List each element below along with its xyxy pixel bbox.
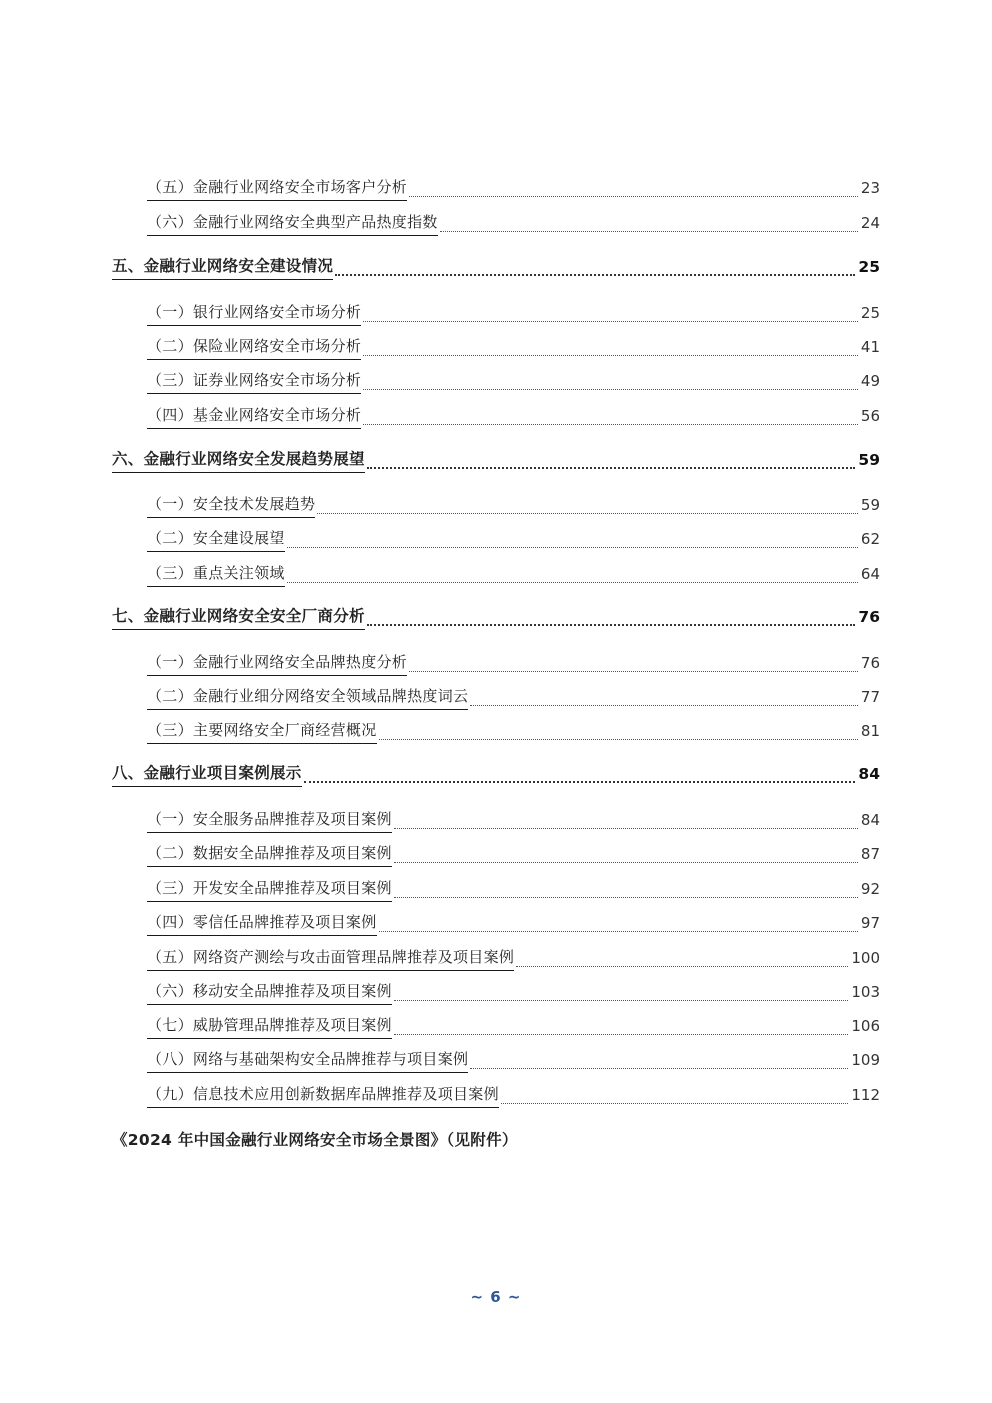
toc-entry-title: （一）安全技术发展趋势 — [147, 494, 315, 518]
toc-entry-title: （二）安全建设展望 — [147, 528, 285, 552]
toc-entry-title: （七）威胁管理品牌推荐及项目案例 — [147, 1015, 392, 1039]
toc-leader — [367, 466, 856, 469]
toc-entry[interactable] — [147, 718, 880, 744]
toc-entry-page: 49 — [860, 372, 880, 390]
toc-entry-page: 97 — [860, 914, 880, 932]
toc-entry-page: 56 — [860, 407, 880, 425]
toc-leader — [394, 861, 858, 863]
toc-entry-page: 100 — [851, 949, 880, 967]
toc-entry-title: （二）金融行业细分网络安全领域品牌热度词云 — [147, 686, 468, 710]
toc-entry-title: （二）保险业网络安全市场分析 — [147, 336, 361, 360]
toc-entry-page: 76 — [858, 608, 880, 626]
toc-entry[interactable] — [147, 492, 880, 518]
toc-entry-page: 103 — [851, 983, 880, 1001]
toc-entry-page: 76 — [860, 654, 880, 672]
toc-leader — [304, 780, 856, 783]
toc-leader — [287, 546, 858, 548]
page-number: ~ 6 ~ — [470, 1288, 522, 1306]
toc-leader — [335, 273, 855, 276]
toc-entry-title: （五）网络资产测绘与攻击面管理品牌推荐及项目案例 — [147, 947, 514, 971]
toc-entry[interactable] — [147, 841, 880, 867]
toc-entry[interactable] — [147, 807, 880, 833]
toc-entry-title: （九）信息技术应用创新数据库品牌推荐及项目案例 — [147, 1084, 499, 1108]
toc-entry[interactable] — [147, 526, 880, 552]
toc-entry-title: （四）基金业网络安全市场分析 — [147, 405, 361, 429]
toc-leader — [317, 512, 858, 514]
toc-leader — [363, 354, 858, 356]
toc-entry-page: 25 — [860, 304, 880, 322]
toc-entry-title: （一）金融行业网络安全品牌热度分析 — [147, 652, 407, 676]
toc-entry-title: （八）网络与基础架构安全品牌推荐与项目案例 — [147, 1049, 468, 1073]
toc-entry-page: 87 — [860, 845, 880, 863]
toc-entry[interactable] — [147, 561, 880, 587]
toc-leader — [363, 320, 858, 322]
toc-entry[interactable] — [147, 1082, 880, 1108]
attachment-note: 《2024 年中国金融行业网络安全市场全景图》（见附件） — [112, 1131, 518, 1149]
toc-entry[interactable] — [147, 368, 880, 394]
toc-entry-page: 25 — [858, 258, 880, 276]
toc-entry[interactable] — [147, 334, 880, 360]
toc-entry-title: （一）银行业网络安全市场分析 — [147, 302, 361, 326]
toc-entry-title: （五）金融行业网络安全市场客户分析 — [147, 177, 407, 201]
toc-entry[interactable] — [147, 945, 880, 971]
toc-entry[interactable] — [147, 684, 880, 710]
toc-entry-page: 84 — [858, 765, 880, 783]
toc-leader — [394, 1033, 849, 1035]
toc-entry-page: 106 — [851, 1017, 880, 1035]
toc-entry-title: 五、金融行业网络安全建设情况 — [112, 256, 333, 280]
toc-entry-page: 64 — [860, 565, 880, 583]
toc-entry-title: 六、金融行业网络安全发展趋势展望 — [112, 449, 365, 473]
toc-entry-title: （三）主要网络安全厂商经营概况 — [147, 720, 377, 744]
toc-leader — [394, 896, 858, 898]
toc-entry-page: 112 — [851, 1086, 880, 1104]
toc-entry-page: 84 — [860, 811, 880, 829]
toc-entry-page: 109 — [851, 1051, 880, 1069]
toc-leader — [470, 1067, 848, 1069]
toc-leader — [470, 704, 858, 706]
toc-entry[interactable] — [147, 876, 880, 902]
toc-entry-page: 23 — [860, 179, 880, 197]
toc-entry-page: 62 — [860, 530, 880, 548]
toc-leader — [394, 827, 858, 829]
toc-entry[interactable] — [147, 979, 880, 1005]
toc-entry-title: （六）金融行业网络安全典型产品热度指数 — [147, 212, 438, 236]
toc-leader — [394, 999, 849, 1001]
toc-entry[interactable] — [147, 1047, 880, 1073]
toc-entry-page: 24 — [860, 214, 880, 232]
toc-leader — [363, 388, 858, 390]
toc-entry-page: 59 — [860, 496, 880, 514]
toc-section-entry[interactable] — [112, 604, 880, 630]
toc-leader — [287, 581, 858, 583]
toc-entry[interactable] — [147, 403, 880, 429]
toc-entry-page: 92 — [860, 880, 880, 898]
toc-entry-page: 41 — [860, 338, 880, 356]
toc-entry-title: （二）数据安全品牌推荐及项目案例 — [147, 843, 392, 867]
toc-leader — [367, 623, 856, 626]
toc-entry[interactable] — [147, 1013, 880, 1039]
toc-section-entry[interactable] — [112, 447, 880, 473]
toc-leader — [409, 670, 858, 672]
toc-entry-title: 八、金融行业项目案例展示 — [112, 763, 302, 787]
toc-leader — [379, 738, 858, 740]
toc-entry-title: 七、金融行业网络安全安全厂商分析 — [112, 606, 365, 630]
toc-entry-title: （三）开发安全品牌推荐及项目案例 — [147, 878, 392, 902]
toc-entry-title: （三）重点关注领域 — [147, 563, 285, 587]
toc-entry[interactable] — [147, 210, 880, 236]
toc-entry[interactable] — [147, 175, 880, 201]
toc-entry-title: （三）证券业网络安全市场分析 — [147, 370, 361, 394]
toc-entry-title: （一）安全服务品牌推荐及项目案例 — [147, 809, 392, 833]
toc-section-entry[interactable] — [112, 254, 880, 280]
toc-entry-page: 59 — [858, 451, 880, 469]
toc-leader — [409, 195, 858, 197]
toc-entry-title: （六）移动安全品牌推荐及项目案例 — [147, 981, 392, 1005]
toc-entry[interactable] — [147, 910, 880, 936]
toc-leader — [363, 423, 858, 425]
toc-leader — [379, 930, 858, 932]
toc-leader — [516, 965, 848, 967]
toc-entry[interactable] — [147, 650, 880, 676]
toc-entry-page: 77 — [860, 688, 880, 706]
toc-entry[interactable] — [147, 300, 880, 326]
toc-leader — [501, 1102, 848, 1104]
toc-section-entry[interactable] — [112, 761, 880, 787]
toc-entry-title: （四）零信任品牌推荐及项目案例 — [147, 912, 377, 936]
toc-entry-page: 81 — [860, 722, 880, 740]
toc-leader — [440, 230, 858, 232]
